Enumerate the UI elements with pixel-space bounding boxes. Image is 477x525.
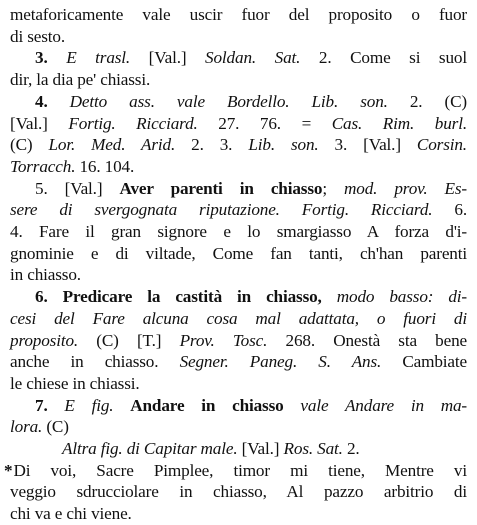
text: anche in chiasso. [10, 352, 180, 372]
entry-4-line [10, 91, 467, 113]
text-line [10, 26, 467, 48]
headphrase: Predicare la castità in chiasso, [62, 287, 322, 307]
text-line [10, 308, 467, 330]
text-line [10, 503, 467, 525]
text: 268. Onestà sta bene [267, 330, 467, 350]
text-line [10, 69, 467, 91]
text-line [10, 4, 467, 26]
text: le chiese in chiassi. [10, 373, 140, 393]
entry-number: 3. [35, 48, 67, 68]
definition: cesi del Fare alcuna cosa mal adattata, o fuori di [10, 308, 467, 328]
text: 16. 104. [75, 156, 135, 176]
sense-label: E fig. [64, 395, 114, 415]
text-line [10, 330, 467, 352]
text-line [4, 460, 467, 482]
text: (C) [10, 135, 49, 155]
entry-number: 6. [35, 287, 63, 307]
entry-number: 5. [Val.] [35, 178, 120, 198]
text-line [10, 113, 467, 135]
text-line [10, 264, 467, 286]
citation: Fortig. Ricciard. [68, 113, 198, 133]
citation: Corsin. [416, 135, 467, 155]
text-line [10, 243, 467, 265]
definition: lora. [10, 417, 43, 437]
text-line [10, 373, 467, 395]
text [113, 396, 130, 415]
text: 2. (C) [387, 91, 467, 111]
text: Cambiate [381, 352, 467, 372]
definition: mod. prov. Es- [344, 178, 467, 198]
entry-number: 7. [35, 395, 65, 415]
text-line [10, 351, 467, 373]
text: 2. [342, 439, 360, 459]
entry-3-line [10, 47, 467, 69]
text: ; [322, 178, 344, 198]
headphrase: Aver parenti in chiasso [119, 178, 323, 198]
definition: proposito. [10, 330, 79, 350]
entry-7-line [10, 395, 467, 417]
citation: Soldan. Sat. [205, 48, 301, 68]
text: (C) [42, 417, 69, 437]
text: 27. 76. = [197, 113, 332, 133]
citation: Lor. Med. Arid. [48, 135, 176, 155]
text: di sesto. [10, 26, 65, 46]
quotation: chi va e chi viene. [10, 504, 132, 524]
text-line [10, 134, 467, 156]
text: in chiasso. [10, 265, 81, 285]
text-line [10, 156, 467, 178]
entry-6-line [10, 286, 467, 308]
text [322, 287, 337, 306]
entry-5-line [10, 178, 467, 200]
text: [Val.] [10, 113, 69, 133]
definition: modo basso: di- [336, 287, 468, 307]
citation: Lib. son. [248, 135, 319, 155]
text: [Val.] [130, 48, 206, 68]
text: dir, la dia pe' chiassi. [10, 70, 151, 90]
text: gnominie e di viltade, Come fan tanti, ch'han parenti [10, 243, 467, 263]
text: metaforicamente vale uscir fuor del proposito o fuor [10, 5, 467, 24]
definition: vale Andare in ma- [300, 395, 467, 415]
citation: Torracch. [10, 156, 76, 176]
definition: sere di svergognata riputazione. Fortig. Ricciard. [10, 200, 433, 220]
text: 2. 3. [175, 135, 249, 155]
text: (C) [T.] [78, 330, 180, 350]
quotation: Di voi, Sacre Pimplee, timor mi tiene, Mentre vi [13, 460, 467, 480]
asterisk-mark: * [4, 460, 13, 480]
entry-number: 4. [35, 91, 70, 111]
quotation: veggio sdrucciolare in chiasso, Al pazzo arbitrio di [10, 482, 467, 502]
citation: Segner. Paneg. S. Ans. [179, 352, 382, 372]
text-line [10, 221, 467, 243]
definition: Altra fig. di Capitar male. [62, 439, 238, 459]
text: 4. Fare il gran signore e lo smargiasso A forza d'i- [10, 222, 467, 242]
text-line [10, 416, 467, 438]
citation: Ros. Sat. [283, 439, 343, 459]
text: 2. Come si suol [300, 48, 467, 68]
definition: Detto ass. vale Bordello. Lib. son. [69, 91, 388, 111]
citation: Prov. Tosc. [179, 330, 268, 350]
text [284, 396, 301, 415]
sense-label: E trasl. [66, 48, 131, 68]
text-line [10, 481, 467, 503]
text-line [10, 199, 467, 221]
text-line [10, 438, 467, 460]
text: [Val.] [237, 439, 284, 459]
text: 6. [432, 200, 467, 220]
citation: Cas. Rim. burl. [331, 113, 467, 133]
headphrase: Andare in chiasso [130, 395, 284, 415]
text: 3. [Val.] [318, 135, 417, 155]
